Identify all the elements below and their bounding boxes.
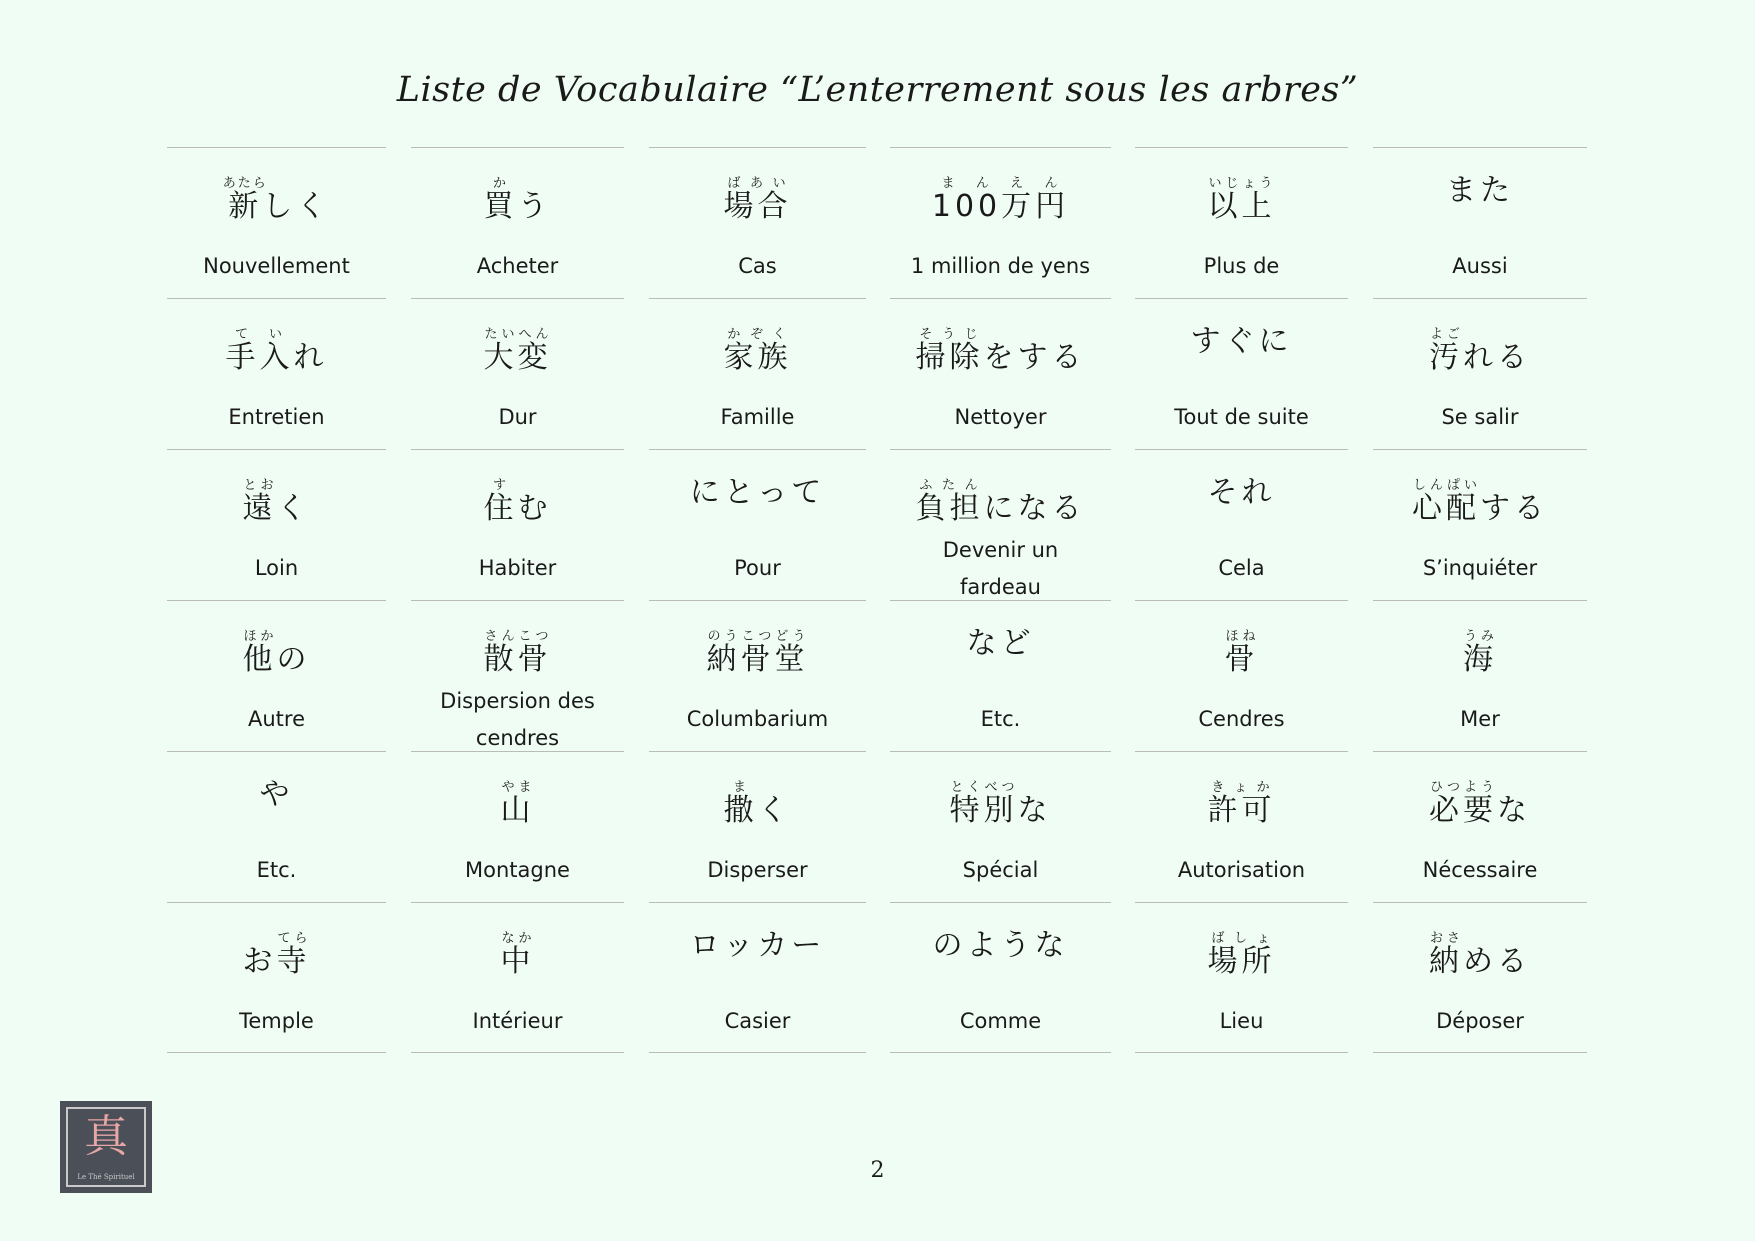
japanese-term: 住すむ	[483, 478, 552, 526]
french-translation: Cas	[738, 254, 777, 278]
vocab-card	[890, 751, 1111, 902]
french-translation: Temple	[239, 1009, 314, 1033]
vocab-row	[0, 147, 1755, 298]
furigana: やま	[500, 780, 535, 795]
furigana: しんぱい	[1412, 478, 1480, 493]
japanese-term: 納骨堂のうこつどう	[706, 629, 809, 677]
logo-kanji: 真	[84, 1111, 128, 1162]
furigana: あたら	[222, 176, 268, 191]
vocab-card	[411, 147, 624, 298]
furigana: おさ	[1429, 931, 1463, 946]
furigana: そうじ	[915, 327, 984, 342]
japanese-term: のような	[932, 928, 1069, 963]
vocab-card	[167, 600, 386, 751]
furigana: ばしょ	[1207, 931, 1276, 946]
furigana: か	[483, 176, 518, 191]
french-translation: Nettoyer	[954, 405, 1047, 429]
french-translation: Etc.	[980, 707, 1021, 731]
french-translation: 1 million de yens	[910, 254, 1091, 278]
japanese-term: 心配しんぱいする	[1412, 478, 1548, 526]
french-translation: Déposer	[1436, 1009, 1524, 1033]
furigana: す	[483, 478, 518, 493]
french-translation: Plus de	[1203, 254, 1280, 278]
furigana: てい	[225, 327, 294, 342]
vocab-row	[0, 298, 1755, 449]
french-translation: Dur	[498, 405, 537, 429]
japanese-term: 以上いじょう	[1207, 176, 1276, 224]
japanese-term: それ	[1207, 475, 1276, 510]
vocab-card	[1373, 751, 1587, 902]
vocab-card	[649, 751, 866, 902]
japanese-term: 山やま	[500, 780, 535, 828]
french-translation: Disperser	[707, 858, 808, 882]
furigana: かぞく	[723, 327, 792, 342]
japanese-term: 掃除そうじをする	[915, 327, 1086, 375]
french-translation: Aussi	[1452, 254, 1508, 278]
japanese-term: すぐに	[1190, 324, 1293, 359]
vocab-row	[0, 902, 1755, 1053]
vocab-card	[649, 449, 866, 600]
vocab-card	[167, 298, 386, 449]
french-translation: Nécessaire	[1422, 858, 1538, 882]
furigana: さんこつ	[483, 629, 552, 644]
french-translation: Autre	[247, 707, 305, 731]
vocab-card	[1373, 902, 1587, 1053]
furigana: てら	[276, 931, 311, 946]
japanese-term: 大変たいへん	[483, 327, 552, 375]
furigana: ひつよう	[1429, 780, 1497, 795]
furigana: ほか	[242, 629, 277, 644]
furigana: なか	[500, 931, 535, 946]
vocab-card	[167, 147, 386, 298]
vocab-card	[649, 902, 866, 1053]
japanese-term: 散骨さんこつ	[483, 629, 552, 677]
vocab-card	[1135, 298, 1348, 449]
french-translation: Etc.	[256, 858, 297, 882]
furigana: いじょう	[1207, 176, 1276, 191]
furigana: とくべつ	[949, 780, 1018, 795]
furigana: よご	[1429, 327, 1463, 342]
french-translation: Tout de suite	[1174, 405, 1309, 429]
page-title: Liste de Vocabulaire “L’enterrement sous les arbres”	[396, 70, 1359, 110]
vocab-card	[890, 449, 1111, 600]
japanese-term: お寺てら	[242, 931, 311, 979]
japanese-term: 100万円まんえん	[931, 176, 1070, 224]
vocab-card	[411, 902, 624, 1053]
japanese-term: 新あたらしく	[222, 176, 331, 224]
vocab-row	[0, 449, 1755, 600]
japanese-term: 遠とおく	[242, 478, 311, 526]
furigana: ま	[723, 780, 758, 795]
french-translation: Habiter	[478, 556, 557, 580]
french-translation: Devenir un fardeau	[942, 538, 1059, 599]
french-translation: Cela	[1218, 556, 1265, 580]
furigana: ほね	[1224, 629, 1259, 644]
french-translation: Acheter	[476, 254, 559, 278]
french-translation: Cendres	[1198, 707, 1285, 731]
vocab-card	[167, 449, 386, 600]
french-translation: Mer	[1460, 707, 1500, 731]
furigana: のうこつどう	[706, 629, 809, 644]
french-translation: Spécial	[962, 858, 1039, 882]
furigana: きょか	[1207, 780, 1276, 795]
vocab-card	[1135, 449, 1348, 600]
vocab-card	[890, 902, 1111, 1053]
vocab-card	[167, 751, 386, 902]
french-translation: Nouvellement	[203, 254, 350, 278]
french-translation: Montagne	[465, 858, 570, 882]
french-translation: Intérieur	[472, 1009, 563, 1033]
french-translation: Columbarium	[686, 707, 829, 731]
japanese-term: 納おさめる	[1429, 931, 1531, 979]
japanese-term: 手入ていれ	[225, 327, 328, 375]
page-number: 2	[870, 1158, 885, 1183]
japanese-term: ロッカー	[689, 928, 826, 963]
vocab-card	[649, 298, 866, 449]
vocab-card	[1373, 147, 1587, 298]
french-translation: S’inquiéter	[1422, 556, 1538, 580]
vocab-row	[0, 751, 1755, 902]
vocab-card	[1135, 600, 1348, 751]
french-translation: Se salir	[1441, 405, 1519, 429]
logo-caption: Le Thé Spirituel	[77, 1173, 135, 1181]
japanese-term: など	[966, 626, 1035, 661]
vocab-card	[649, 147, 866, 298]
french-translation: Entretien	[228, 405, 325, 429]
japanese-term: 負担ふたんになる	[915, 478, 1086, 526]
furigana: たいへん	[483, 327, 552, 342]
french-translation: Lieu	[1219, 1009, 1264, 1033]
japanese-term: 必要ひつような	[1429, 780, 1531, 828]
furigana: うみ	[1463, 629, 1497, 644]
vocab-card	[167, 902, 386, 1053]
japanese-term: また	[1446, 173, 1514, 208]
japanese-term: や	[259, 777, 294, 812]
japanese-term: 場合ばあい	[723, 176, 792, 224]
french-translation: Casier	[724, 1009, 791, 1033]
japanese-term: 汚よごれる	[1429, 327, 1531, 375]
vocab-card	[411, 298, 624, 449]
vocab-card	[890, 298, 1111, 449]
vocab-card	[411, 751, 624, 902]
furigana: まんえん	[931, 176, 1070, 191]
japanese-term: 家族かぞく	[723, 327, 792, 375]
vocab-card	[649, 600, 866, 751]
vocab-card	[1373, 449, 1587, 600]
japanese-term: 中なか	[500, 931, 535, 979]
vocab-card	[411, 449, 624, 600]
french-translation: Comme	[959, 1009, 1042, 1033]
furigana: ばあい	[723, 176, 792, 191]
japanese-term: 場所ばしょ	[1207, 931, 1276, 979]
furigana: ふたん	[915, 478, 984, 493]
french-translation: Loin	[254, 556, 299, 580]
japanese-term: 特別とくべつな	[949, 780, 1052, 828]
french-translation: Dispersion des cendres	[440, 689, 595, 750]
japanese-term: 骨ほね	[1224, 629, 1259, 677]
vocab-card	[1135, 751, 1348, 902]
vocab-card	[1135, 902, 1348, 1053]
japanese-term: 他ほかの	[242, 629, 311, 677]
japanese-term: 海うみ	[1463, 629, 1497, 677]
french-translation: Pour	[734, 556, 781, 580]
vocab-card	[1373, 600, 1587, 751]
furigana: とお	[242, 478, 277, 493]
vocab-card	[411, 600, 624, 751]
vocab-card	[1135, 147, 1348, 298]
french-translation: Famille	[720, 405, 795, 429]
vocab-row	[0, 600, 1755, 751]
japanese-term: 撒まく	[723, 780, 792, 828]
vocab-card	[890, 600, 1111, 751]
japanese-term: にとって	[689, 475, 826, 510]
vocab-card	[1373, 298, 1587, 449]
vocab-card	[890, 147, 1111, 298]
japanese-term: 許可きょか	[1207, 780, 1276, 828]
japanese-term: 買かう	[483, 176, 552, 224]
french-translation: Autorisation	[1177, 858, 1306, 882]
